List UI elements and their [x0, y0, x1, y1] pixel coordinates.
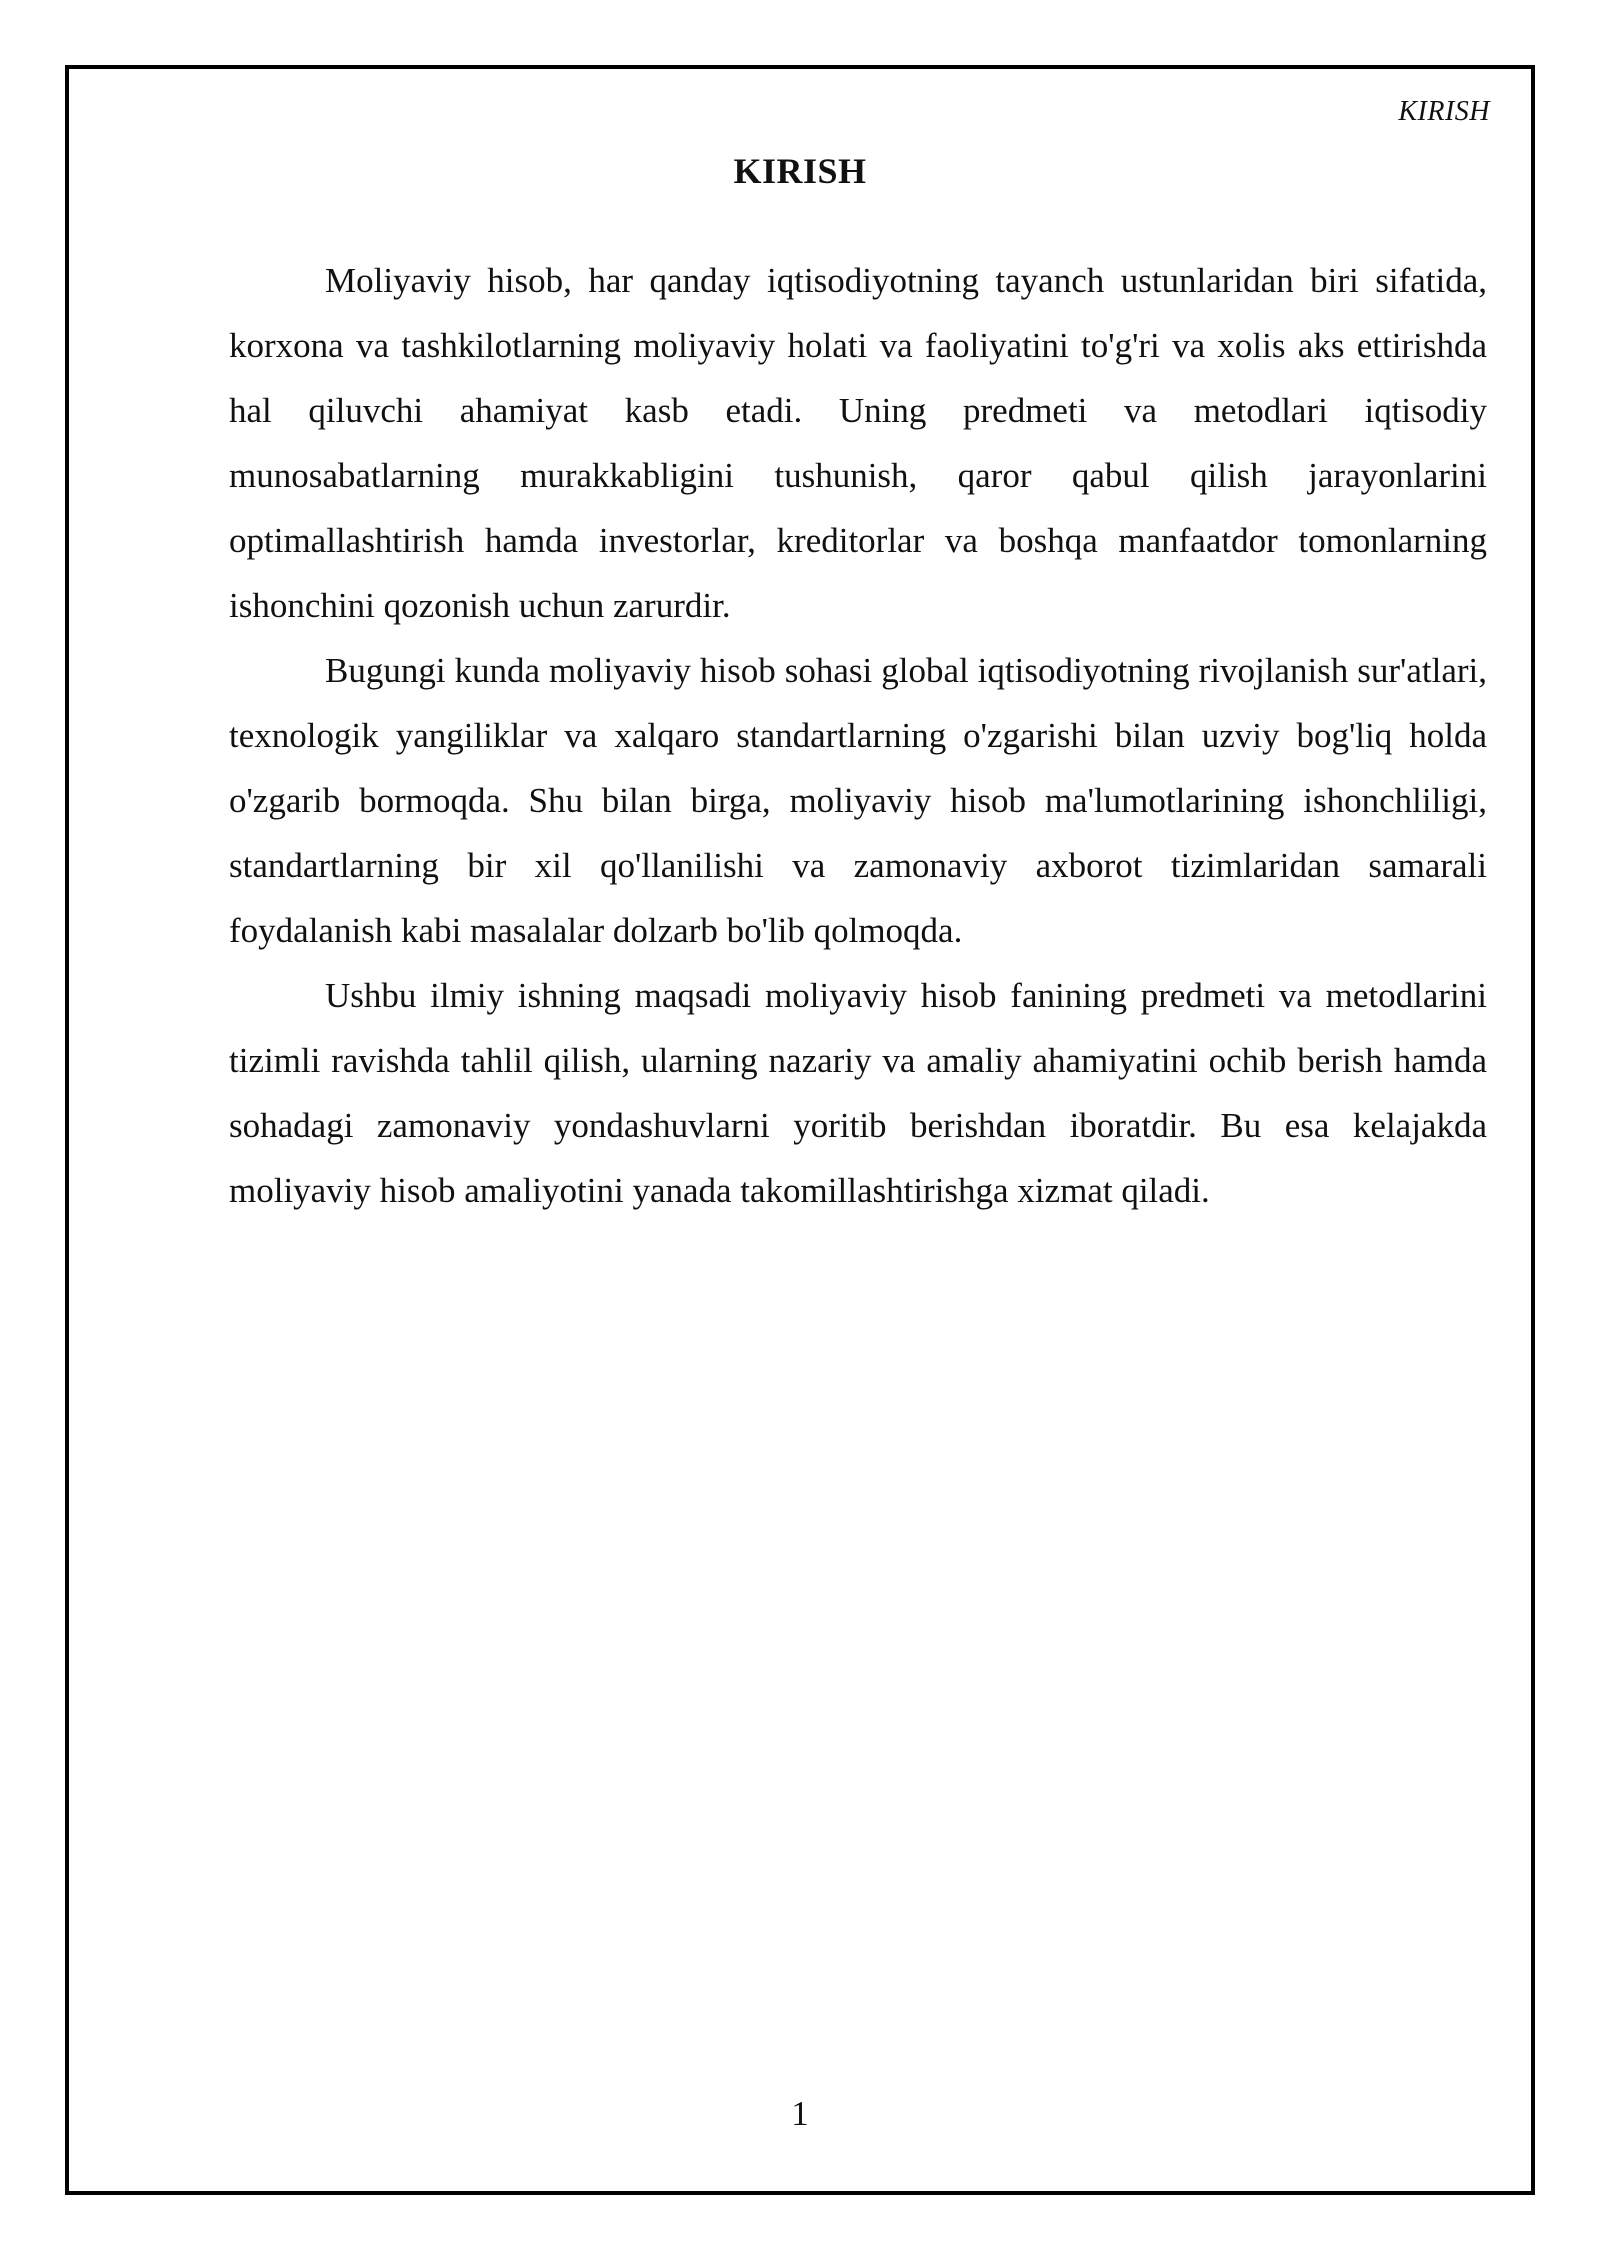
page-title: KIRISH	[733, 151, 867, 191]
running-header: KIRISH	[1398, 96, 1490, 127]
page-number: 1	[791, 2094, 809, 2133]
paragraph: Ushbu ilmiy ishning maqsadi moliyaviy hisob fanining predmeti va metodlarini tizimli ravishda tahlil qilish, ularning nazariy va amaliy ahamiyatini ochib berish hamda sohadagi zamonaviy yondashuvlarni yoritib berishdan iboratdir. Bu esa kelajakda moliyaviy hisob amaliyotini yanada takomillashtirishga xizmat qiladi.	[229, 976, 1487, 1210]
paragraph: Moliyaviy hisob, har qanday iqtisodiyotning tayanch ustunlaridan biri sifatida, korxona va tashkilotlarning moliyaviy holati va faoliyatini to'g'ri va xolis aks ettirishda hal qiluvchi ahamiyat kasb etadi. Uning predmeti va metodlari iqtisodiy munosabatlarning murakkabligini tushunish, qaror qabul qilish jarayonlarini optimallashtirish hamda investorlar, kreditorlar va boshqa manfaatdor tomonlarning ishonchini qozonish uchun zarurdir.	[229, 261, 1487, 625]
body-text	[229, 248, 1487, 1223]
paragraph: Bugungi kunda moliyaviy hisob sohasi global iqtisodiyotning rivojlanish sur'atlari, texnologik yangiliklar va xalqaro standartlarning o'zgarishi bilan uzviy bog'liq holda o'zgarib bormoqda. Shu bilan birga, moliyaviy hisob ma'lumotlarining ishonchliligi, standartlarning bir xil qo'llanilishi va zamonaviy axborot tizimlaridan samarali foydalanish kabi masalalar dolzarb bo'lib qolmoqda.	[229, 651, 1487, 950]
